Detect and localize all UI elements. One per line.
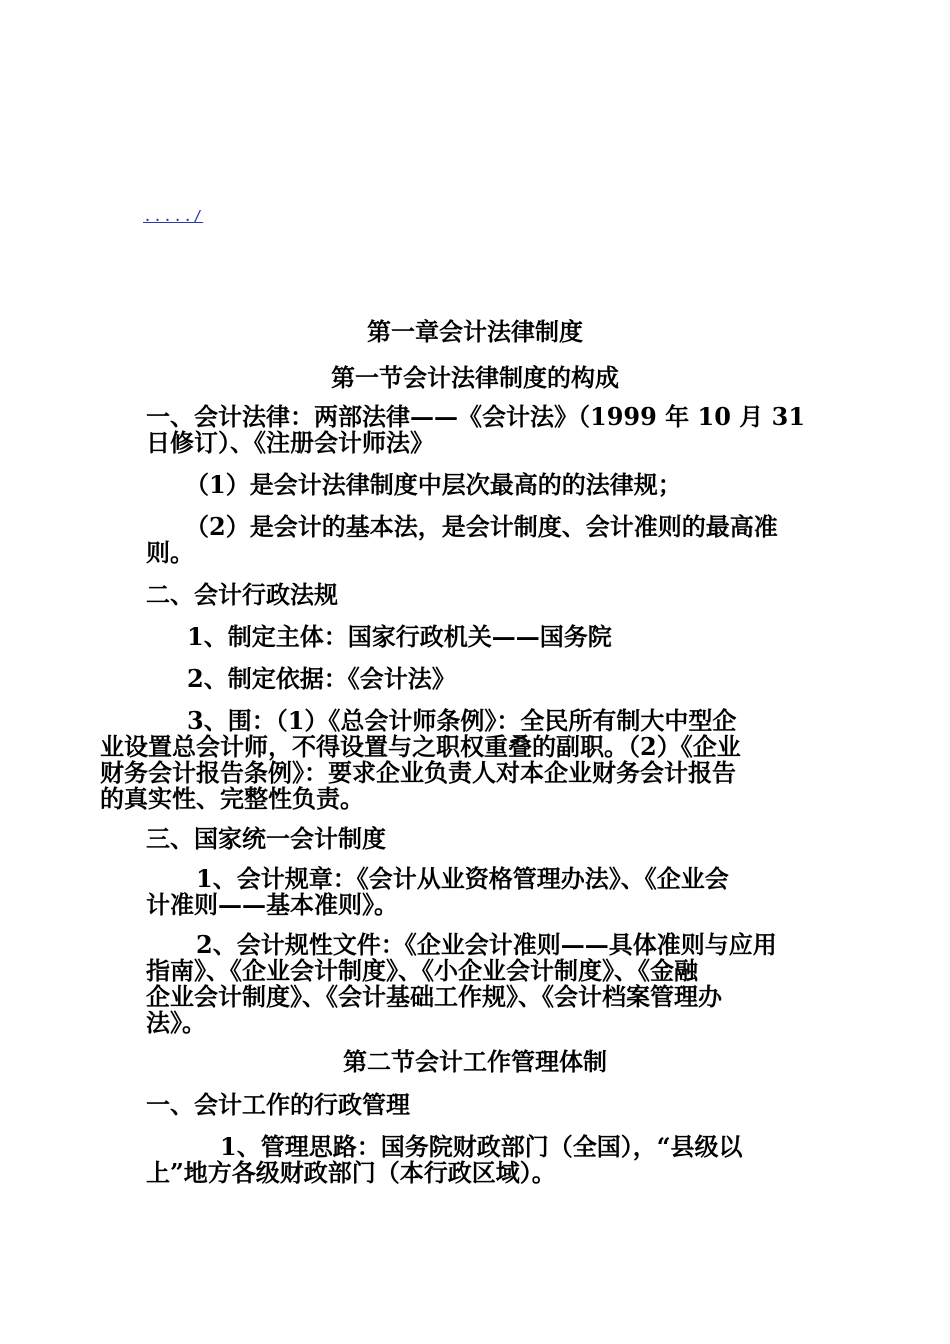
text-line: 指南》、《企业会计制度》、《小企业会计制度》、《金融	[146, 956, 698, 985]
text-line: 企业会计制度》、《会计基础工作规》、《会计档案管理办	[146, 982, 722, 1011]
text-line: （2）是会计的基本法，是会计制度、会计准则的最高准	[185, 512, 778, 541]
text-line: 2、会计规性文件：《企业会计准则——具体准则与应用	[196, 930, 777, 959]
law-item-1: （1）是会计法律制度中层次最高的的法律规；	[185, 470, 682, 499]
top-link[interactable]: ...../	[143, 207, 204, 225]
admin-regs-heading: 二、会计行政法规	[146, 580, 338, 609]
text-line: 业设置总会计师，不得设置与之职权重叠的副职。（2）《企业	[100, 732, 741, 761]
unified-system-heading: 三、国家统一会计制度	[146, 824, 386, 853]
text-line: 财务会计报告条例》：要求企业负责人对本企业财务会计报告	[100, 758, 736, 787]
chapter-title: 第一章会计法律制度	[367, 317, 583, 346]
admin-regs-item-2: 2、制定依据：《会计法》	[187, 664, 456, 693]
text-line: 计准则——基本准则》。	[146, 890, 398, 919]
section-title-2: 第二节会计工作管理体制	[343, 1047, 607, 1076]
text-line: 3、围：（1）《总会计师条例》：全民所有制大中型企	[187, 706, 737, 735]
text-line: 一、会计法律：两部法律——《会计法》（1999 年 10 月 31	[146, 402, 806, 431]
text-line: 则。	[146, 538, 194, 567]
text-line: 的真实性、完整性负责。	[100, 784, 364, 813]
admin-regs-item-1: 1、制定主体：国家行政机关——国务院	[187, 622, 612, 651]
text-line: 上”地方各级财政部门（本行政区域）。	[146, 1158, 556, 1187]
admin-mgmt-heading: 一、会计工作的行政管理	[146, 1090, 410, 1119]
section-title-1: 第一节会计法律制度的构成	[331, 363, 619, 392]
text-line: 1、管理思路：国务院财政部门（全国），“县级以	[220, 1132, 743, 1161]
text-line: 法》。	[146, 1008, 206, 1037]
text-line: 日修订）、《注册会计师法》	[146, 428, 434, 457]
text-line: 1、会计规章：《会计从业资格管理办法》、《企业会	[196, 864, 729, 893]
